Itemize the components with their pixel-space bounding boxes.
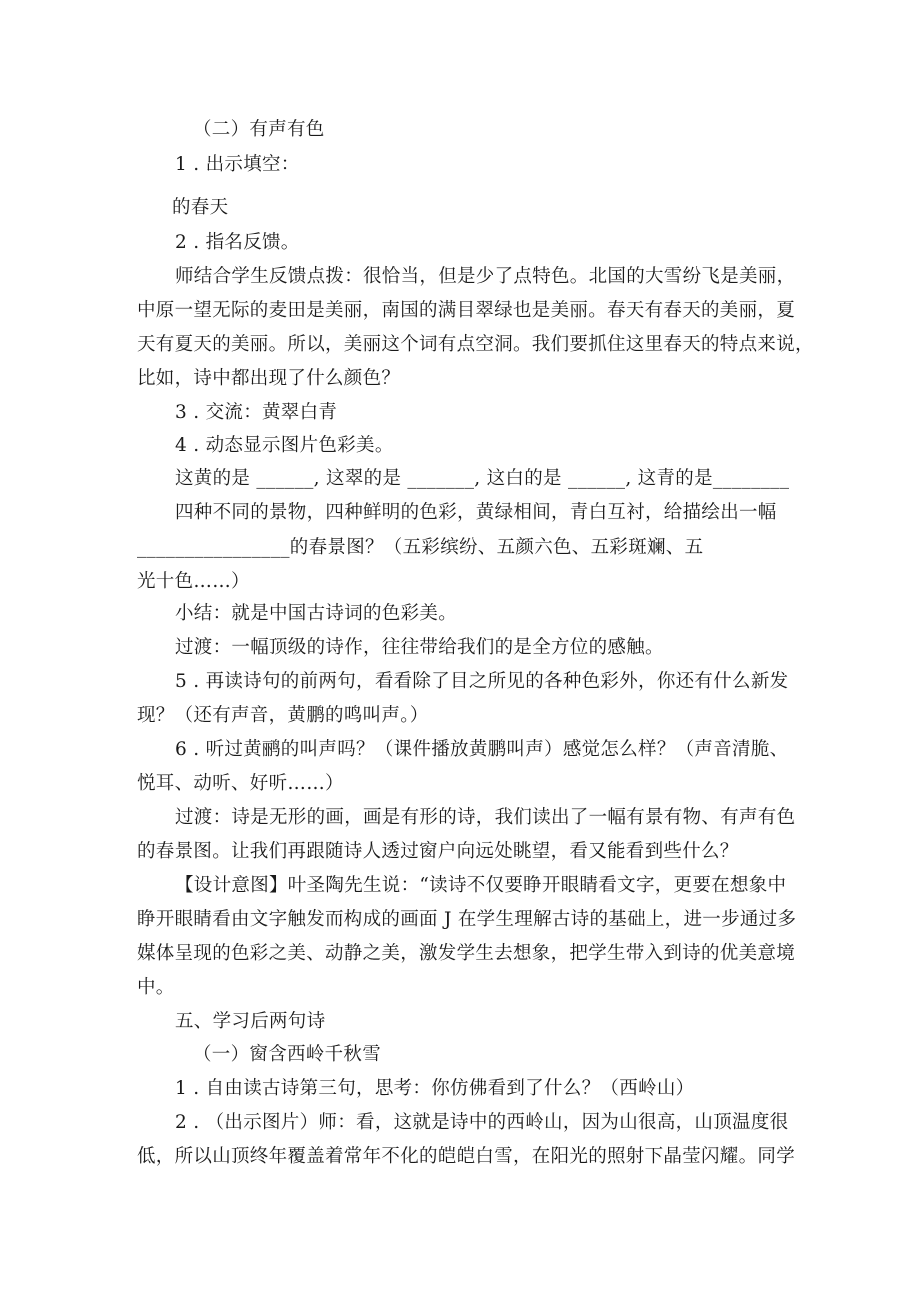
paragraph-line: 过渡：诗是无形的画，画是有形的诗，我们读出了一幅有景有物、有声有色	[175, 807, 796, 828]
paragraph-line: 中。	[137, 977, 175, 998]
paragraph-line: 过渡：一幅顶级的诗作，往往带给我们的是全方位的感触。	[175, 637, 664, 658]
paragraph-line: 的春景图。让我们再跟随诗人透过窗户向远处眺望，看又能看到些什么？	[137, 841, 739, 862]
paragraph-line: 睁开眼睛看由文字触发而构成的画面 J 在学生理解古诗的基础上，进一步通过多	[137, 909, 797, 930]
list-item: 5 . 再读诗句的前两句，看看除了目之所见的各种色彩外，你还有什么新发	[175, 671, 789, 692]
section-heading: 五、学习后两句诗	[175, 1011, 326, 1032]
list-item: 4 . 动态显示图片色彩美。	[175, 435, 394, 456]
list-item: 1 . 出示填空：	[175, 154, 300, 175]
paragraph-line: ________________的春景图？（五彩缤纷、五颜六色、五彩斑斓、五	[137, 537, 704, 558]
paragraph-line: 现？（还有声音，黄鹏的鸣叫声。）	[137, 705, 429, 726]
paragraph-line: 这黄的是 ______, 这翠的是 _______, 这白的是 ______, 这青的是________	[175, 468, 790, 489]
list-item: 2 . 指名反馈。	[175, 232, 300, 253]
paragraph-line: 【设计意图】叶圣陶先生说：“读诗不仅要睁开眼睛看文字，更要在想象中	[175, 875, 787, 896]
section-heading: （一）窗含西岭千秋雪	[193, 1044, 382, 1065]
list-item: 2 . （出示图片）师：看，这就是诗中的西岭山，因为山很高，山顶温度很	[175, 1112, 789, 1133]
paragraph-line: 比如，诗中都出现了什么颜色？	[137, 368, 401, 389]
paragraph-line: 的春天	[172, 197, 229, 218]
list-item: 3 . 交流：黄翠白青	[175, 402, 338, 423]
paragraph-line: 天有夏天的美丽。所以，美丽这个词有点空洞。我们要抓住这里春天的特点来说，	[137, 334, 814, 355]
paragraph-line: 悦耳、动听、好听……）	[137, 773, 344, 794]
paragraph-line: 四种不同的景物，四种鲜明的色彩，黄绿相间，青白互衬，给描绘出一幅	[175, 502, 777, 523]
paragraph-line: 师结合学生反馈点拨：很恰当，但是少了点特色。北国的大雪纷飞是美丽，	[175, 266, 796, 287]
list-item: 1 . 自由读古诗第三句，思考：你仿佛看到了什么？（西岭山）	[175, 1078, 695, 1099]
section-heading: （二）有声有色	[193, 119, 325, 140]
paragraph-line: 中原一望无际的麦田是美丽，南国的满目翠绿也是美丽。春天有春天的美丽，夏	[137, 300, 796, 321]
list-item: 6 . 听过黄鹂的叫声吗？（课件播放黄鹏叫声）感觉怎么样？（声音清脆、	[175, 739, 789, 760]
paragraph-line: 媒体呈现的色彩之美、动静之美，激发学生去想象，把学生带入到诗的优美意境	[137, 943, 796, 964]
paragraph-line: 低，所以山顶终年覆盖着常年不化的皑皑白雪，在阳光的照射下晶莹闪耀。同学	[137, 1146, 796, 1167]
paragraph-line: 小结：就是中国古诗词的色彩美。	[175, 603, 458, 624]
paragraph-line: 光十色……）	[137, 571, 250, 592]
